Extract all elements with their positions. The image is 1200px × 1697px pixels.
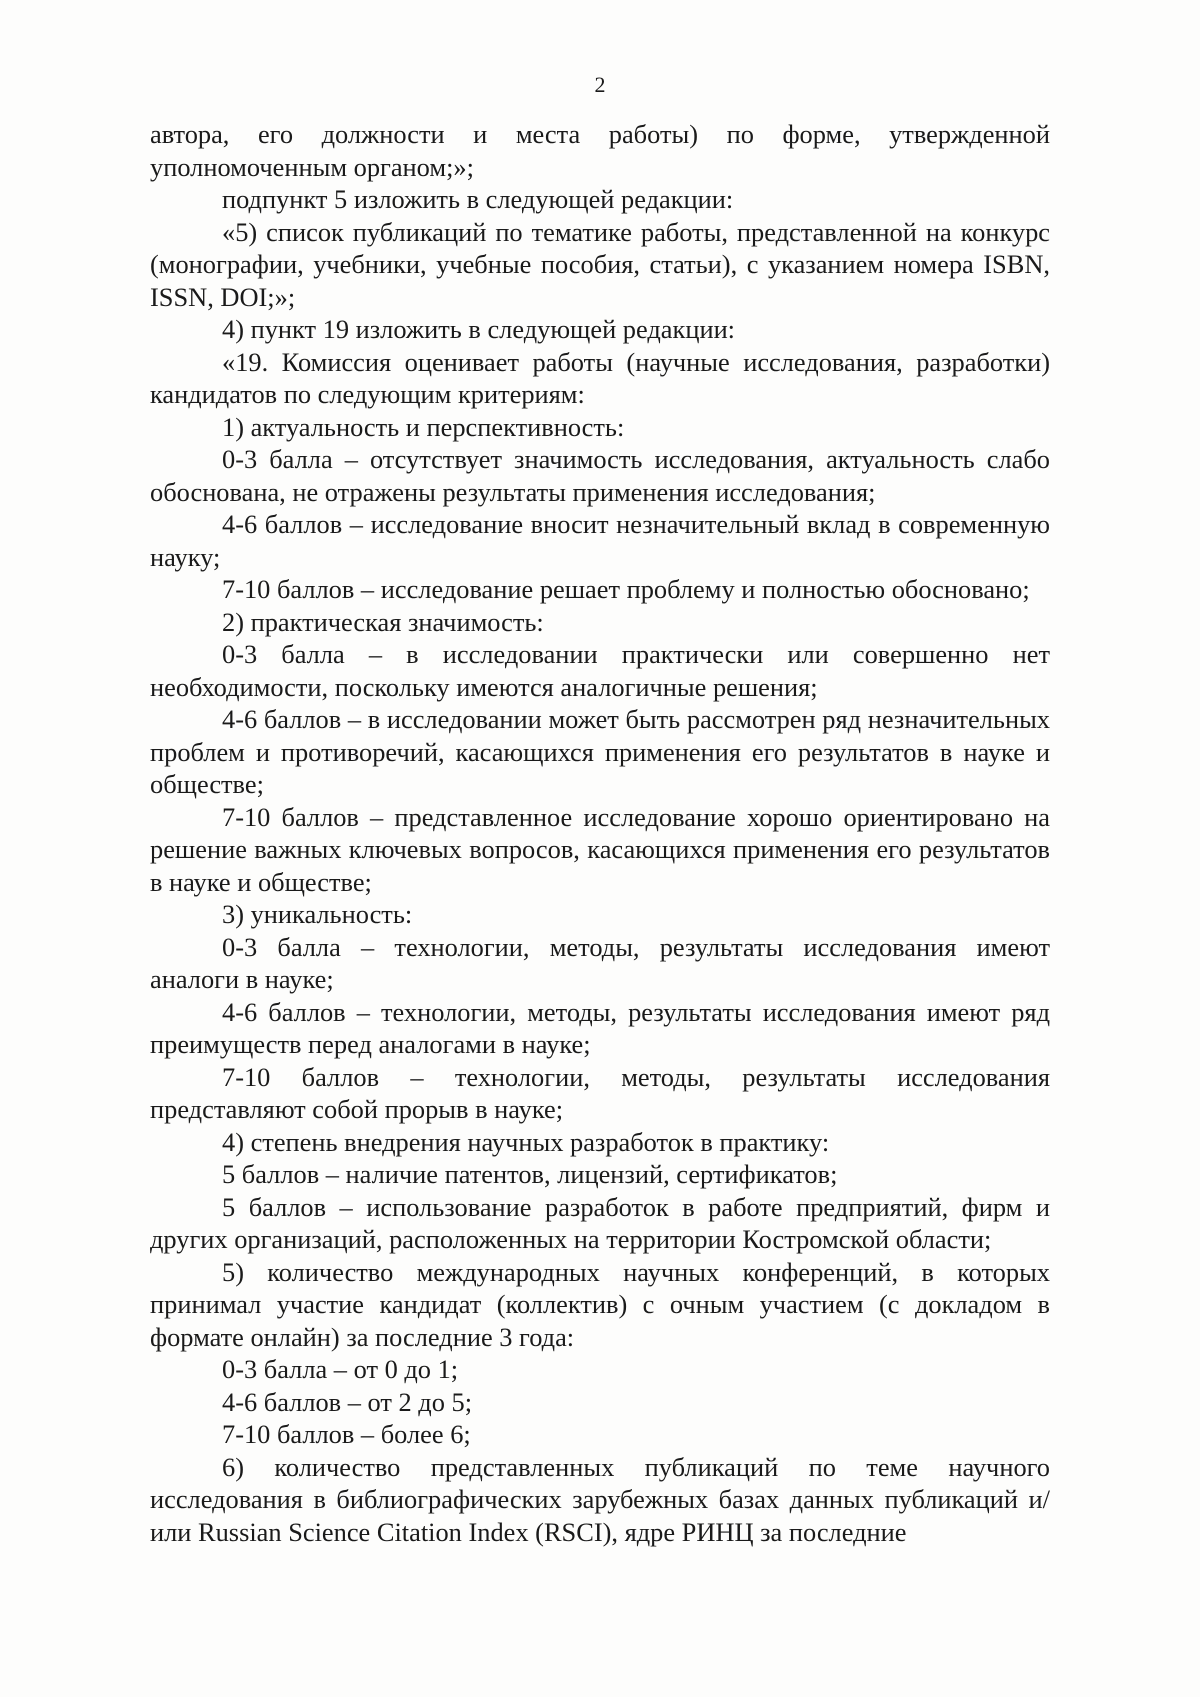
page-number: 2 (594, 72, 606, 97)
criterion-1-score-high: 7-10 баллов – исследование решает проблему и полностью обосновано; (222, 574, 1030, 604)
paragraph-subpoint-5-instruction: подпункт 5 изложить в следующей редакции: (222, 184, 734, 214)
document-body (150, 118, 1050, 1548)
criterion-6-heading: 6) количество представленных публикаций по теме научного исследования в библиографических зарубежных базах данных публикаций и/или Russian Science Citation Index (RSCI), ядре РИНЦ за последние (150, 1451, 1050, 1547)
criterion-4-score-patents: 5 баллов – наличие патентов, лицензий, сертификатов; (222, 1159, 838, 1189)
criterion-4-heading: 4) степень внедрения научных разработок в практику: (222, 1126, 830, 1157)
criterion-3-score-mid: 4-6 баллов – технологии, методы, результаты исследования имеют ряд преимуществ перед аналогами в науке; (150, 996, 1050, 1059)
criterion-3-score-low: 0-3 балла – технологии, методы, результаты исследования имеют аналоги в науке; (150, 931, 1050, 994)
criterion-5-score-low: 0-3 балла – от 0 до 1; (222, 1354, 459, 1384)
paragraph-point-19-instruction: 4) пункт 19 изложить в следующей редакции: (222, 314, 736, 344)
paragraph-continuation: автора, его должности и места работы) по форме, утвержденной уполномоченным органом;»; (150, 119, 1050, 182)
criterion-1-score-low: 0-3 балла – отсутствует значимость исследования, актуальность слабо обоснована, не отражены результаты применения исследования; (150, 444, 1050, 507)
criterion-5-score-mid: 4-6 баллов – от 2 до 5; (222, 1386, 473, 1417)
criterion-2-score-high: 7-10 баллов – представленное исследование хорошо ориентировано на решение важных ключевых вопросов, касающихся применения его результатов в науке и обществе; (150, 801, 1050, 897)
criterion-5-heading: 5) количество международных научных конференций, в которых принимал участие кандидат (коллектив) с очным участием (с докладом в формате онлайн) за последние 3 года: (150, 1256, 1050, 1352)
criterion-2-score-low: 0-3 балла – в исследовании практически или совершенно нет необходимости, поскольку имеются аналогичные решения; (150, 639, 1050, 702)
criterion-5-score-high: 7-10 баллов – более 6; (222, 1419, 471, 1449)
criterion-1-score-mid: 4-6 баллов – исследование вносит незначительный вклад в современную науку; (150, 509, 1050, 572)
paragraph-subpoint-5-text: «5) список публикаций по тематике работы, представленной на конкурс (монографии, учебники, учебные пособия, статьи), с указанием номера ISBN, ISSN, DOI;»; (150, 216, 1050, 312)
paragraph-point-19-text: «19. Комиссия оценивает работы (научные исследования, разработки) кандидатов по следующим критериям: (150, 346, 1050, 409)
criterion-3-heading: 3) уникальность: (222, 899, 413, 929)
criterion-3-score-high: 7-10 баллов – технологии, методы, результаты исследования представляют собой прорыв в науке; (150, 1061, 1050, 1124)
criterion-2-heading: 2) практическая значимость: (222, 606, 544, 637)
criterion-2-score-mid: 4-6 баллов – в исследовании может быть рассмотрен ряд незначительных проблем и противоречий, касающихся применения его результатов в науке и обществе; (150, 704, 1050, 799)
criterion-4-score-usage: 5 баллов – использование разработок в работе предприятий, фирм и других организаций, расположенных на территории Костромской области; (150, 1191, 1050, 1254)
criterion-1-heading: 1) актуальность и перспективность: (222, 411, 625, 442)
